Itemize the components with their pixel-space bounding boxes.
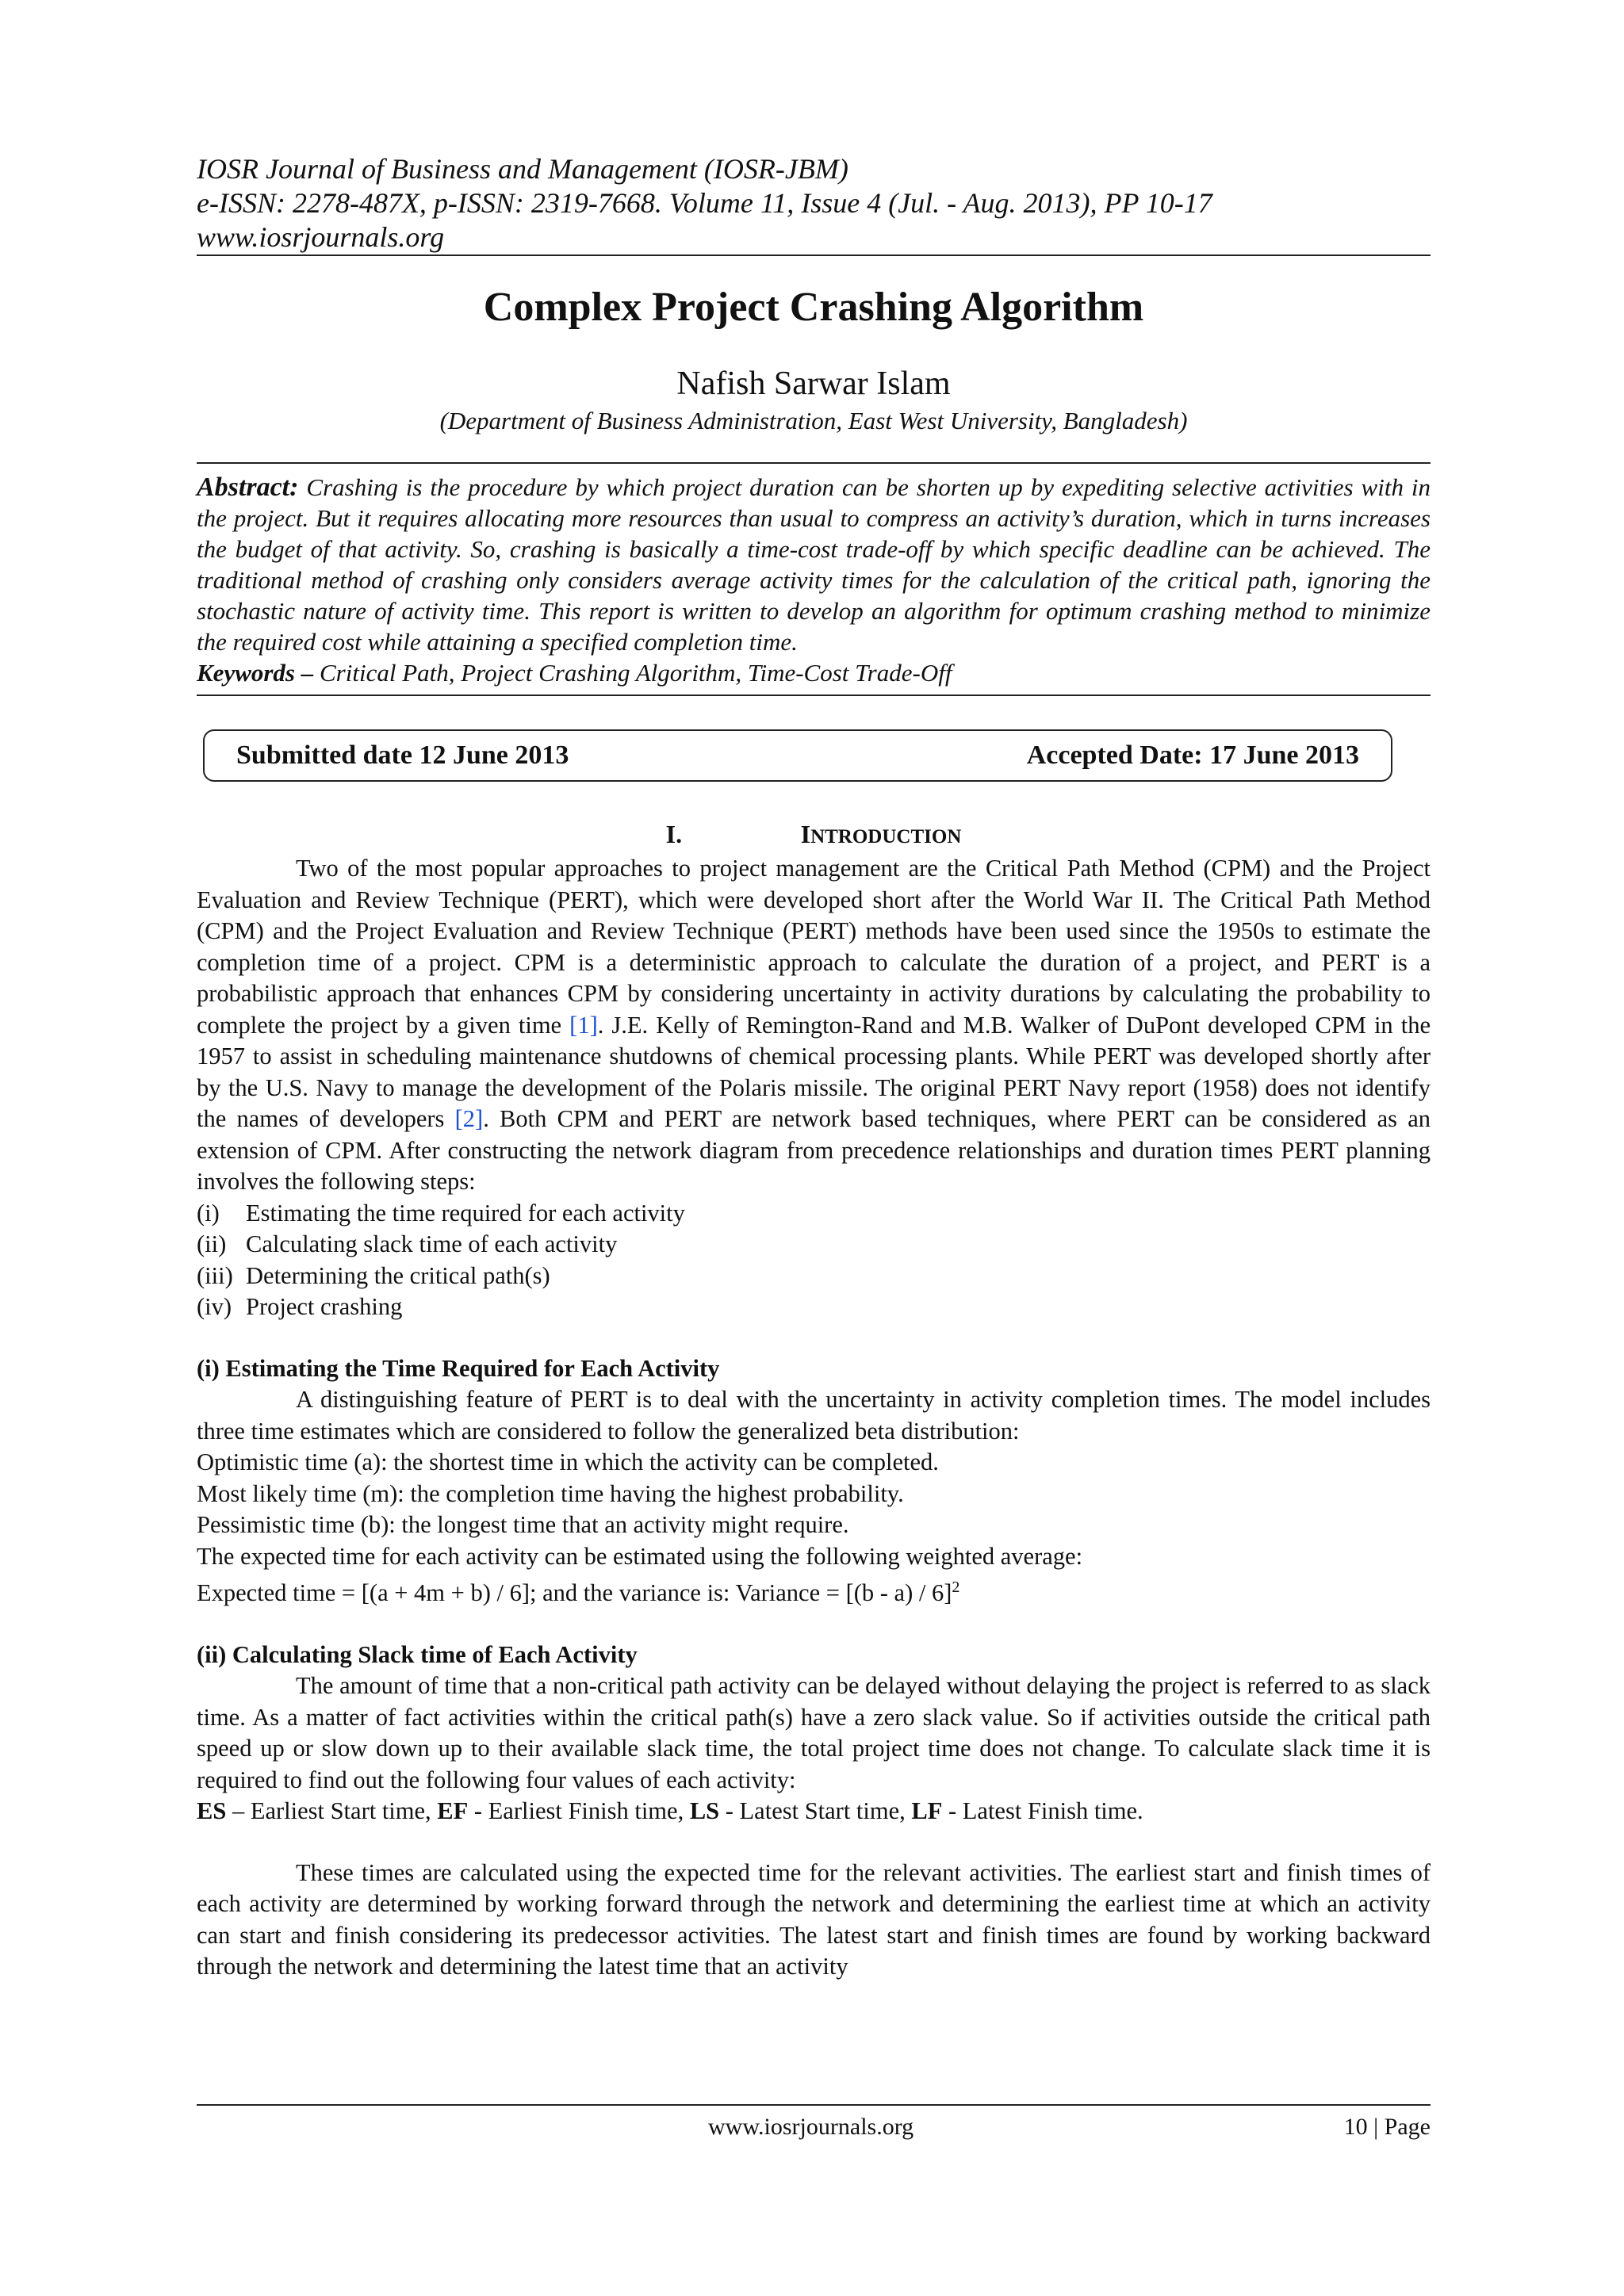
abstract-text: Crashing is the procedure by which project duration can be shorten up by expediting selective activities with in the project. But it requires allocating more resources than usual to compress an activity’s duration, which in turns increases the budget of that activity. So, crashing is basically a time-cost trade-off by which specific deadline can be achieved. The traditional method of crashing only considers average activity times for the calculation of the critical path, ignoring the stochastic nature of activity time. This report is written to develop an algorithm for optimum crashing method to minimize the required cost while attaining a specified completion time. xyxy=(197,473,1431,656)
journal-issn: e-ISSN: 2278-487X, p-ISSN: 2319-7668. Volume 11, Issue 4 (Jul. - Aug. 2013), PP 10-17 xyxy=(197,187,1212,219)
section-number: I. xyxy=(665,820,683,848)
abstract-label: Abstract: xyxy=(197,473,299,502)
intro-text-a: Two of the most popular approaches to project management are the Critical Path Method (CPM) and the Project Evaluation and Review Technique (PERT), which were developed short after the World War II. The Critical Path Method (CPM) and the Project Evaluation and Review Technique (PERT) methods have been used since the 1950s to estimate the completion time of a project. CPM is a deterministic approach to calculate the duration of a project, and PERT is a probabilistic approach that enhances CPM by considering uncertainty in activity durations by calculating the probability to complete the project by a given time xyxy=(197,855,1431,1039)
intro-paragraph xyxy=(197,853,1431,1198)
list-item: (iv) Project crashing xyxy=(197,1293,403,1320)
list-item: (iii) Determining the critical path(s) xyxy=(197,1261,550,1289)
page xyxy=(197,152,1431,1983)
estimating-paragraph: A distinguishing feature of PERT is to deal with the uncertainty in activity completion times. The model includes three time estimates which are considered to follow the generalized beta distribution: xyxy=(197,1386,1431,1445)
list-item: (ii) Calculating slack time of each activity xyxy=(197,1230,618,1257)
most-likely-time-line: Most likely time (m): the completion time having the highest probability. xyxy=(197,1479,904,1507)
pessimistic-time-line: Pessimistic time (b): the longest time that an activity might require. xyxy=(197,1511,849,1538)
optimistic-time-line: Optimistic time (a): the shortest time in which the activity can be completed. xyxy=(197,1448,939,1475)
keywords-text: Critical Path, Project Crashing Algorithm, Time-Cost Trade-Off xyxy=(320,659,952,687)
list-item: (i) Estimating the time required for each activity xyxy=(197,1199,685,1226)
section-heading-introduction xyxy=(197,818,1431,853)
expected-time-formula: Expected time = [(a + 4m + b) / 6]; and the variance is: Variance = [(b - a) / 6]$^2$ xyxy=(197,1578,960,1607)
journal-url[interactable]: www.iosrjournals.org xyxy=(197,221,445,253)
intro-text-b: . J.E. Kelly of Remington-Rand and M.B. Walker of DuPont developed CPM in the 1957 to assist in scheduling maintenance shutdowns of chemical processing plants. While PERT was developed shortly after by the U.S. Navy to manage the development of the Polaris missile. The original PERT Navy report (1958) does not identify the names of developers xyxy=(197,1011,1431,1132)
abstract-bottom-divider xyxy=(197,695,1431,696)
paper-title: Complex Project Crashing Algorithm xyxy=(483,285,1144,330)
abstract-top-divider xyxy=(197,462,1431,464)
slack-definitions: ES – Earliest Start time, EF - Earliest Finish time, LS - Latest Start time, LF - Latest Finish time. xyxy=(197,1797,1143,1825)
pert-steps-list xyxy=(197,1198,1431,1323)
accepted-date: Accepted Date: 17 June 2013 xyxy=(1026,740,1359,770)
dates-box xyxy=(203,729,1392,782)
slack-paragraph: The amount of time that a non-critical path activity can be delayed without delaying the project is referred to as slack time. As a matter of fact activities within the critical path(s) have a zero slack value. So if activities outside the critical path speed up or slow down up to their available slack time, the total project time does not change. To calculate slack time it is required to find out the following four values of each activity: xyxy=(197,1672,1431,1793)
expected-time-intro: The expected time for each activity can be estimated using the following weighted average: xyxy=(197,1542,1083,1570)
intro-text-c: . Both CPM and PERT are network based techniques, where PERT can be considered as an extension of CPM. After constructing the network diagram from precedence relationships and duration times PERT planning involves the following steps: xyxy=(197,1105,1431,1195)
abstract xyxy=(197,472,1431,657)
page-number: 10 | Page xyxy=(1343,2114,1431,2140)
section-title-rest: NTRODUCTION xyxy=(810,826,962,848)
footer-url[interactable]: www.iosrjournals.org xyxy=(708,2114,914,2140)
header-divider xyxy=(197,254,1431,256)
spacer xyxy=(197,1827,1431,1858)
journal-header xyxy=(197,152,1431,254)
author-name: Nafish Sarwar Islam xyxy=(676,365,951,402)
submitted-date: Submitted date 12 June 2013 xyxy=(236,740,569,770)
keywords-label: Keywords – xyxy=(197,659,314,687)
subsection-heading-estimating: (i) Estimating the Time Required for Each Activity xyxy=(197,1354,720,1382)
section-title-initial: I xyxy=(800,820,811,848)
times-calculation-paragraph: These times are calculated using the expected time for the relevant activities. The earliest start and finish times of each activity are determined by working forward through the network and determining the earliest time at which an activity can start and finish considering its predecessor activities. The latest start and finish times are found by working backward through the network and determining the latest time that an activity xyxy=(197,1858,1431,1980)
footer-divider xyxy=(197,2104,1431,2106)
subsection-heading-slack: (ii) Calculating Slack time of Each Activity xyxy=(197,1640,638,1668)
reference-link-1[interactable]: [1] xyxy=(569,1011,598,1039)
reference-link-2[interactable]: [2] xyxy=(454,1105,484,1132)
journal-name: IOSR Journal of Business and Management (IOSR-JBM) xyxy=(197,153,848,185)
author-affiliation: (Department of Business Administration, East West University, Bangladesh) xyxy=(439,407,1188,434)
superscript: 2 xyxy=(952,1578,960,1596)
keywords xyxy=(197,657,1431,688)
